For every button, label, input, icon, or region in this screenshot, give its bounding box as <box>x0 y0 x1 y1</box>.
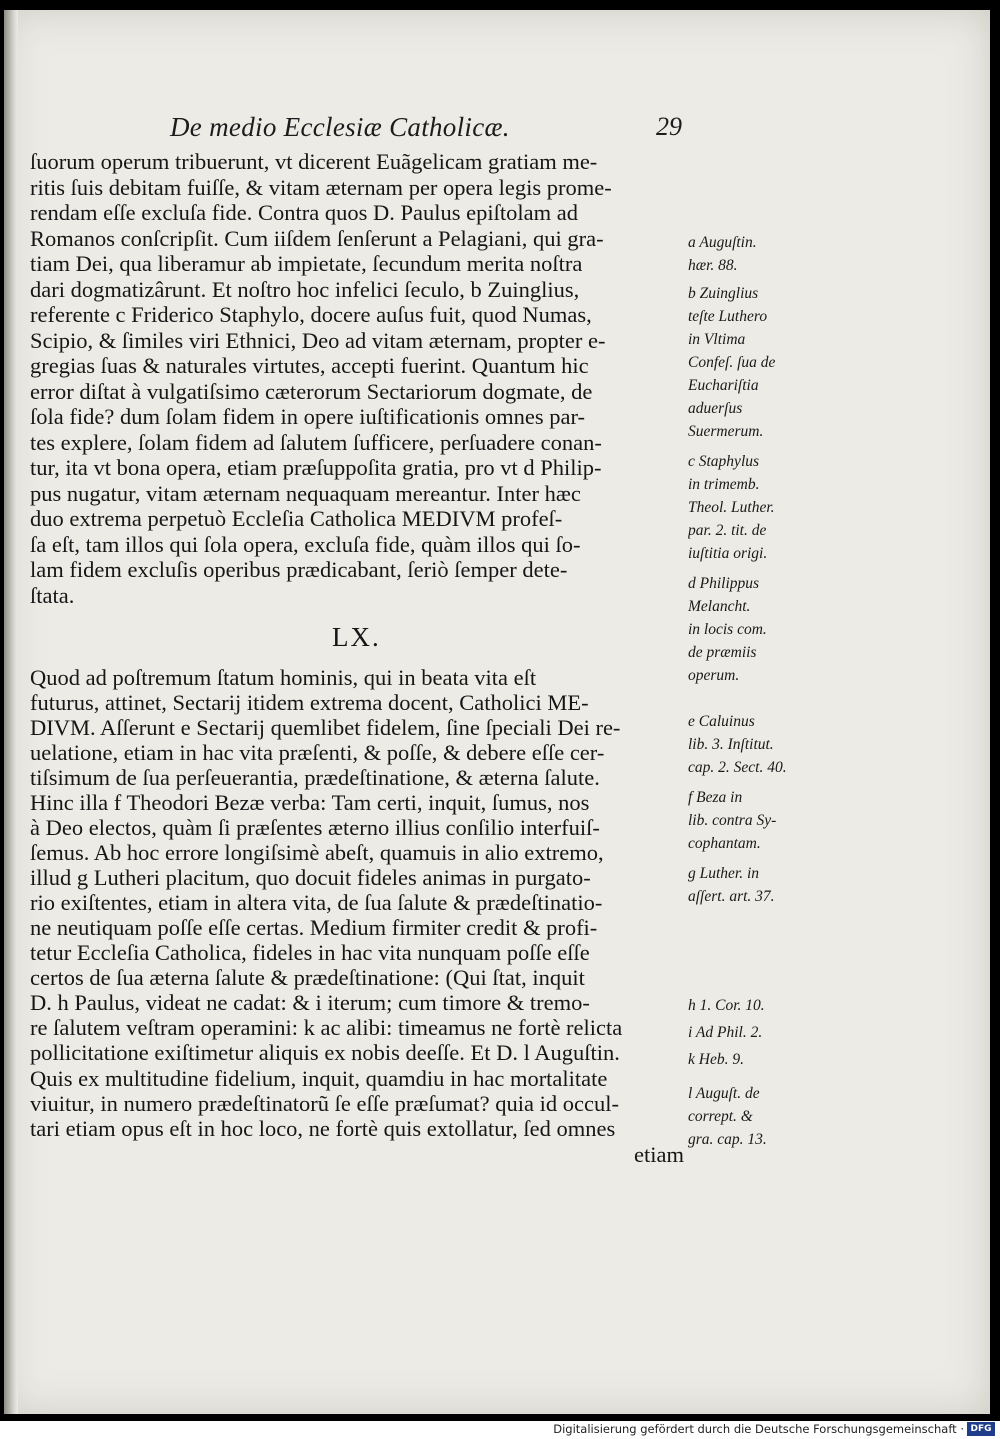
margin-note: in locis com. <box>688 621 767 638</box>
text-line: gregias ſuas & naturales virtutes, accepti fuerint. Quantum hic <box>30 353 589 378</box>
margin-note: lib. 3. Inſtitut. <box>688 736 774 753</box>
text-line: DIVM. Aſſerunt e Sectarij quemlibet fidelem, ſine ſpeciali Dei re- <box>30 715 621 740</box>
margin-note: hær. 88. <box>688 257 738 274</box>
text-line: ſtata. <box>30 583 75 608</box>
page-number: 29 <box>656 112 682 141</box>
margin-note: iuſtitia origi. <box>688 545 768 562</box>
text-line: viuitur, in numero prædeſtinatorũ ſe eſſe præſumat? quia id occul- <box>30 1091 619 1116</box>
margin-note: a Auguſtin. <box>688 234 757 251</box>
text-line: Romanos conſcripſit. Cum iiſdem ſenſerunt a Pelagiani, qui gra- <box>30 226 604 251</box>
text-line: tetur Eccleſia Catholica, fideles in hac vita nunquam poſſe eſſe <box>30 940 590 965</box>
text-line: tari etiam opus eſt in hoc loco, ne fortè quis extollatur, ſed omnes <box>30 1116 616 1141</box>
running-head: De medio Ecclesiæ Catholicæ. <box>170 112 510 142</box>
text-line: referente c Friderico Staphylo, docere auſus fuit, quod Numas, <box>30 302 592 327</box>
text-line: pus nugatur, vitam æternam nequaquam mereantur. Inter hæc <box>30 481 581 506</box>
text-line: re ſalutem veſtram operamini: k ac alibi: timeamus ne fortè relicta <box>30 1015 623 1040</box>
margin-note: in Vltima <box>688 331 746 348</box>
text-line: Quod ad poſtremum ſtatum hominis, qui in beata vita eſt <box>30 665 537 690</box>
text-line: rio exiſtentes, etiam in altera vita, de ſua ſalute & prædeſtinatio- <box>30 890 603 915</box>
dfg-logo-icon: DFG <box>967 1422 995 1436</box>
text-line: ſa eſt, tam illos qui ſola opera, excluſa fide, quàm illos qui ſo- <box>30 532 581 557</box>
text-line: ne neutiquam poſſe eſſe certas. Medium firmiter credit & profi- <box>30 915 598 940</box>
text-line: illud g Lutheri placitum, quo docuit fideles animas in purgato- <box>30 865 591 890</box>
text-line: tiſsimum de ſua perſeuerantia, prædeſtinatione, & æterna ſalute. <box>30 765 600 790</box>
text-line: tes explere, ſolam fidem ad ſalutem ſufficere, perſuadere conan- <box>30 430 602 455</box>
text-line: lam fidem excluſis operibus prædicabant, ſeriò ſemper dete- <box>30 557 568 582</box>
margin-note: f Beza in <box>688 789 743 806</box>
margin-note: b Zuinglius <box>688 285 759 302</box>
text-line: certos de ſua æterna ſalute & prædeſtinatione: (Qui ſtat, inquit <box>30 965 585 990</box>
funding-credit: Digitalisierung gefördert durch die Deutsche Forschungsgemeinschaft · <box>553 1422 964 1436</box>
text-line: D. h Paulus, videat ne cadat: & i iterum; cum timore & tremo- <box>30 990 590 1015</box>
margin-note: k Heb. 9. <box>688 1051 744 1068</box>
text-line: Hinc illa f Theodori Bezæ verba: Tam certi, inquit, ſumus, nos <box>30 790 590 815</box>
margin-note: h 1. Cor. 10. <box>688 997 765 1014</box>
margin-note: de præmiis <box>688 644 757 661</box>
text-line: ſola fide? dum ſolam fidem in opere iuſtificationis omnes par- <box>30 404 586 429</box>
margin-note: e Caluinus <box>688 713 755 730</box>
margin-note: Euchariſtia <box>688 377 759 394</box>
margin-note: Melancht. <box>688 598 751 615</box>
text-line: pollicitatione exiſtimetur aliquis ex nobis deeſſe. Et D. l Auguſtin. <box>30 1040 620 1065</box>
margin-note: lib. contra Sy- <box>688 812 777 829</box>
margin-note: par. 2. tit. de <box>688 522 767 539</box>
text-line: tur, ita vt bona opera, etiam præſuppoſita gratia, pro vt d Philip- <box>30 455 602 480</box>
margin-note: Confeſ. ſua de <box>688 354 776 371</box>
text-line: error diſtat à vulgatiſsimo cæterorum Sectariorum dogmate, de <box>30 379 593 404</box>
margin-note: c Staphylus <box>688 453 760 470</box>
margin-note: teſte Luthero <box>688 308 768 325</box>
margin-note: cap. 2. Sect. 40. <box>688 759 787 776</box>
margin-note: Suermerum. <box>688 423 764 440</box>
text-line: Quis ex multitudine fidelium, inquit, quamdiu in hac mortalitate <box>30 1066 608 1091</box>
text-line: tiam Dei, qua liberamur ab impietate, ſecundum merita noſtra <box>30 251 583 276</box>
text-line: rendam eſſe excluſa fide. Contra quos D. Paulus epiſtolam ad <box>30 200 578 225</box>
margin-note: corrept. & <box>688 1108 753 1125</box>
text-line: ritis ſuis debitam fuiſſe, & vitam æternam per opera legis prome- <box>30 175 612 200</box>
text-line: futurus, attinet, Sectarij itidem extrema docent, Catholici ME- <box>30 690 589 715</box>
margin-note: operum. <box>688 667 740 684</box>
margin-note: d Philippus <box>688 575 760 592</box>
margin-note: aſſert. art. 37. <box>688 888 775 905</box>
margin-note: gra. cap. 13. <box>688 1131 767 1148</box>
margin-note: aduerſus <box>688 400 743 417</box>
margin-note: i Ad Phil. 2. <box>688 1024 763 1041</box>
section-heading: LX. <box>332 622 381 652</box>
page-gutter-shadow <box>4 10 18 1414</box>
margin-note: cophantam. <box>688 835 761 852</box>
text-line: ſemus. Ab hoc errore longiſsimè abeſt, quamuis in alio extremo, <box>30 840 604 865</box>
margin-note: g Luther. in <box>688 865 760 882</box>
margin-note: Theol. Luther. <box>688 499 775 516</box>
text-line: duo extrema perpetuò Eccleſia Catholica MEDIVM profeſ- <box>30 506 563 531</box>
text-line: dari dogmatizârunt. Et noſtro hoc infelici ſeculo, b Zuinglius, <box>30 277 580 302</box>
text-line: uelatione, etiam in hac vita præſenti, & poſſe, & debere eſſe cer- <box>30 740 605 765</box>
catchword: etiam <box>634 1142 684 1167</box>
text-line: Scipio, & ſimiles viri Ethnici, Deo ad vitam æternam, propter e- <box>30 328 606 353</box>
text-line: à Deo electos, quàm ſi præſentes æterno illius conſilio interfuiſ- <box>30 815 600 840</box>
margin-note: l Auguſt. de <box>688 1085 760 1102</box>
margin-note: in trimemb. <box>688 476 760 493</box>
text-line: ſuorum operum tribuerunt, vt dicerent Euãgelicam gratiam me- <box>30 149 598 174</box>
